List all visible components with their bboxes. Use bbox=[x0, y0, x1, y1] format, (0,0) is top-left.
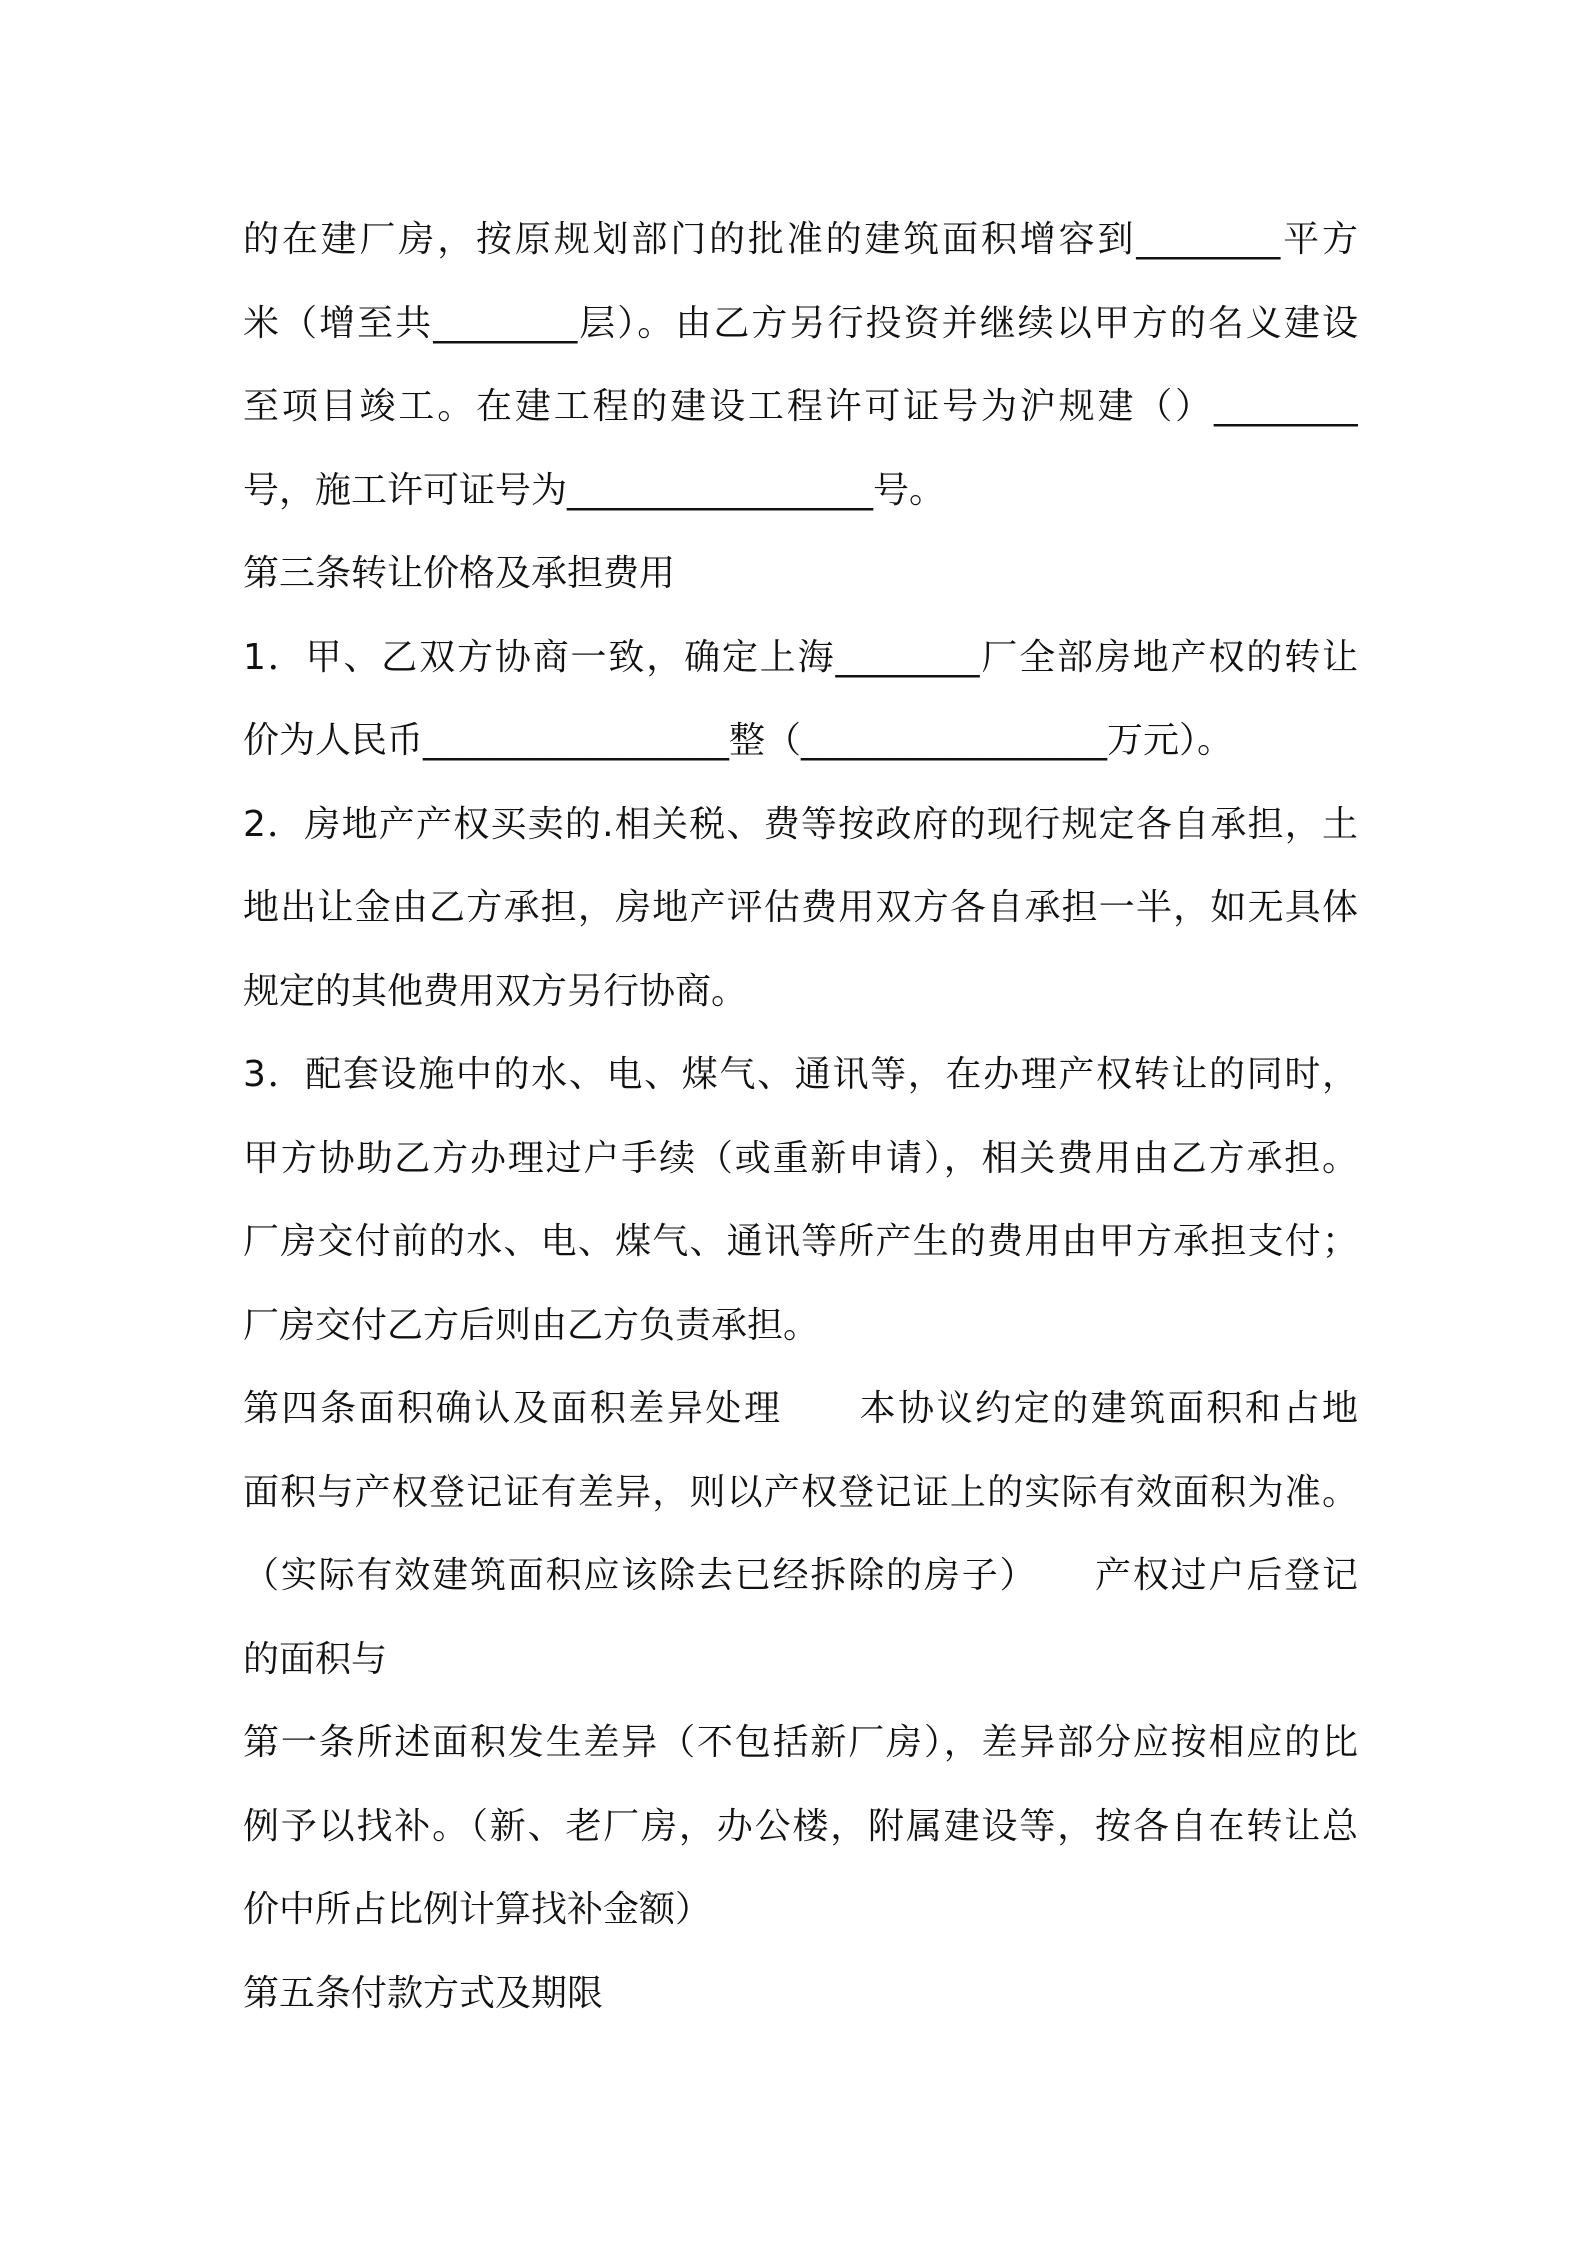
text-line: 价为人民币_________________整（_________________万元）。 bbox=[243, 720, 1234, 761]
text-line: 第五条付款方式及期限 bbox=[243, 1972, 604, 2014]
text-line: （实际有效建筑面积应该除去已经拆除的房子） 产权过户后登记 bbox=[243, 1555, 1358, 1596]
text-line: 米（增至共________层）。由乙方另行投资并继续以甲方的名义建设 bbox=[243, 302, 1358, 344]
text-line: 第三条转让价格及承担费用 bbox=[243, 553, 676, 594]
text-line: 厂房交付前的水、电、煤气、通讯等所产生的费用由甲方承担支付； bbox=[243, 1221, 1358, 1262]
text-line: 规定的其他费用双方另行协商。 bbox=[243, 970, 748, 1012]
text-line: 的面积与 bbox=[243, 1638, 388, 1680]
text-line: 地出让金由乙方承担，房地产评估费用双方各自承担一半，如无具体 bbox=[243, 887, 1358, 928]
text-line: 价中所占比例计算找补金额） bbox=[243, 1889, 712, 1930]
text-line: 号，施工许可证号为_________________号。 bbox=[243, 469, 946, 511]
text-line: 1．甲、乙双方协商一致，确定上海________厂全部房地产权的转让 bbox=[243, 636, 1358, 678]
text-line: 例予以找补。（新、老厂房，办公楼，附属建设等，按各自在转让总 bbox=[243, 1805, 1358, 1847]
text-line: 至项目竣工。在建工程的建设工程许可证号为沪规建（）________ bbox=[243, 386, 1358, 427]
text-line: 面积与产权登记证有差异，则以产权登记证上的实际有效面积为准。 bbox=[243, 1471, 1358, 1513]
text-line: 3．配套设施中的水、电、煤气、通讯等，在办理产权转让的同时， bbox=[243, 1054, 1358, 1095]
text-line: 厂房交付乙方后则由乙方负责承担。 bbox=[243, 1304, 820, 1346]
text-line: 的在建厂房，按原规划部门的批准的建筑面积增容到________平方 bbox=[243, 219, 1358, 260]
contract-text-block bbox=[243, 198, 1358, 2035]
text-line: 第四条面积确认及面积差异处理 本协议约定的建筑面积和占地 bbox=[243, 1388, 1358, 1429]
text-line: 2．房地产产权买卖的.相关税、费等按政府的现行规定各自承担，土 bbox=[243, 803, 1358, 845]
text-line: 第一条所述面积发生差异（不包括新厂房），差异部分应按相应的比 bbox=[243, 1722, 1358, 1763]
text-line: 甲方协助乙方办理过户手续（或重新申请），相关费用由乙方承担。 bbox=[243, 1137, 1358, 1179]
